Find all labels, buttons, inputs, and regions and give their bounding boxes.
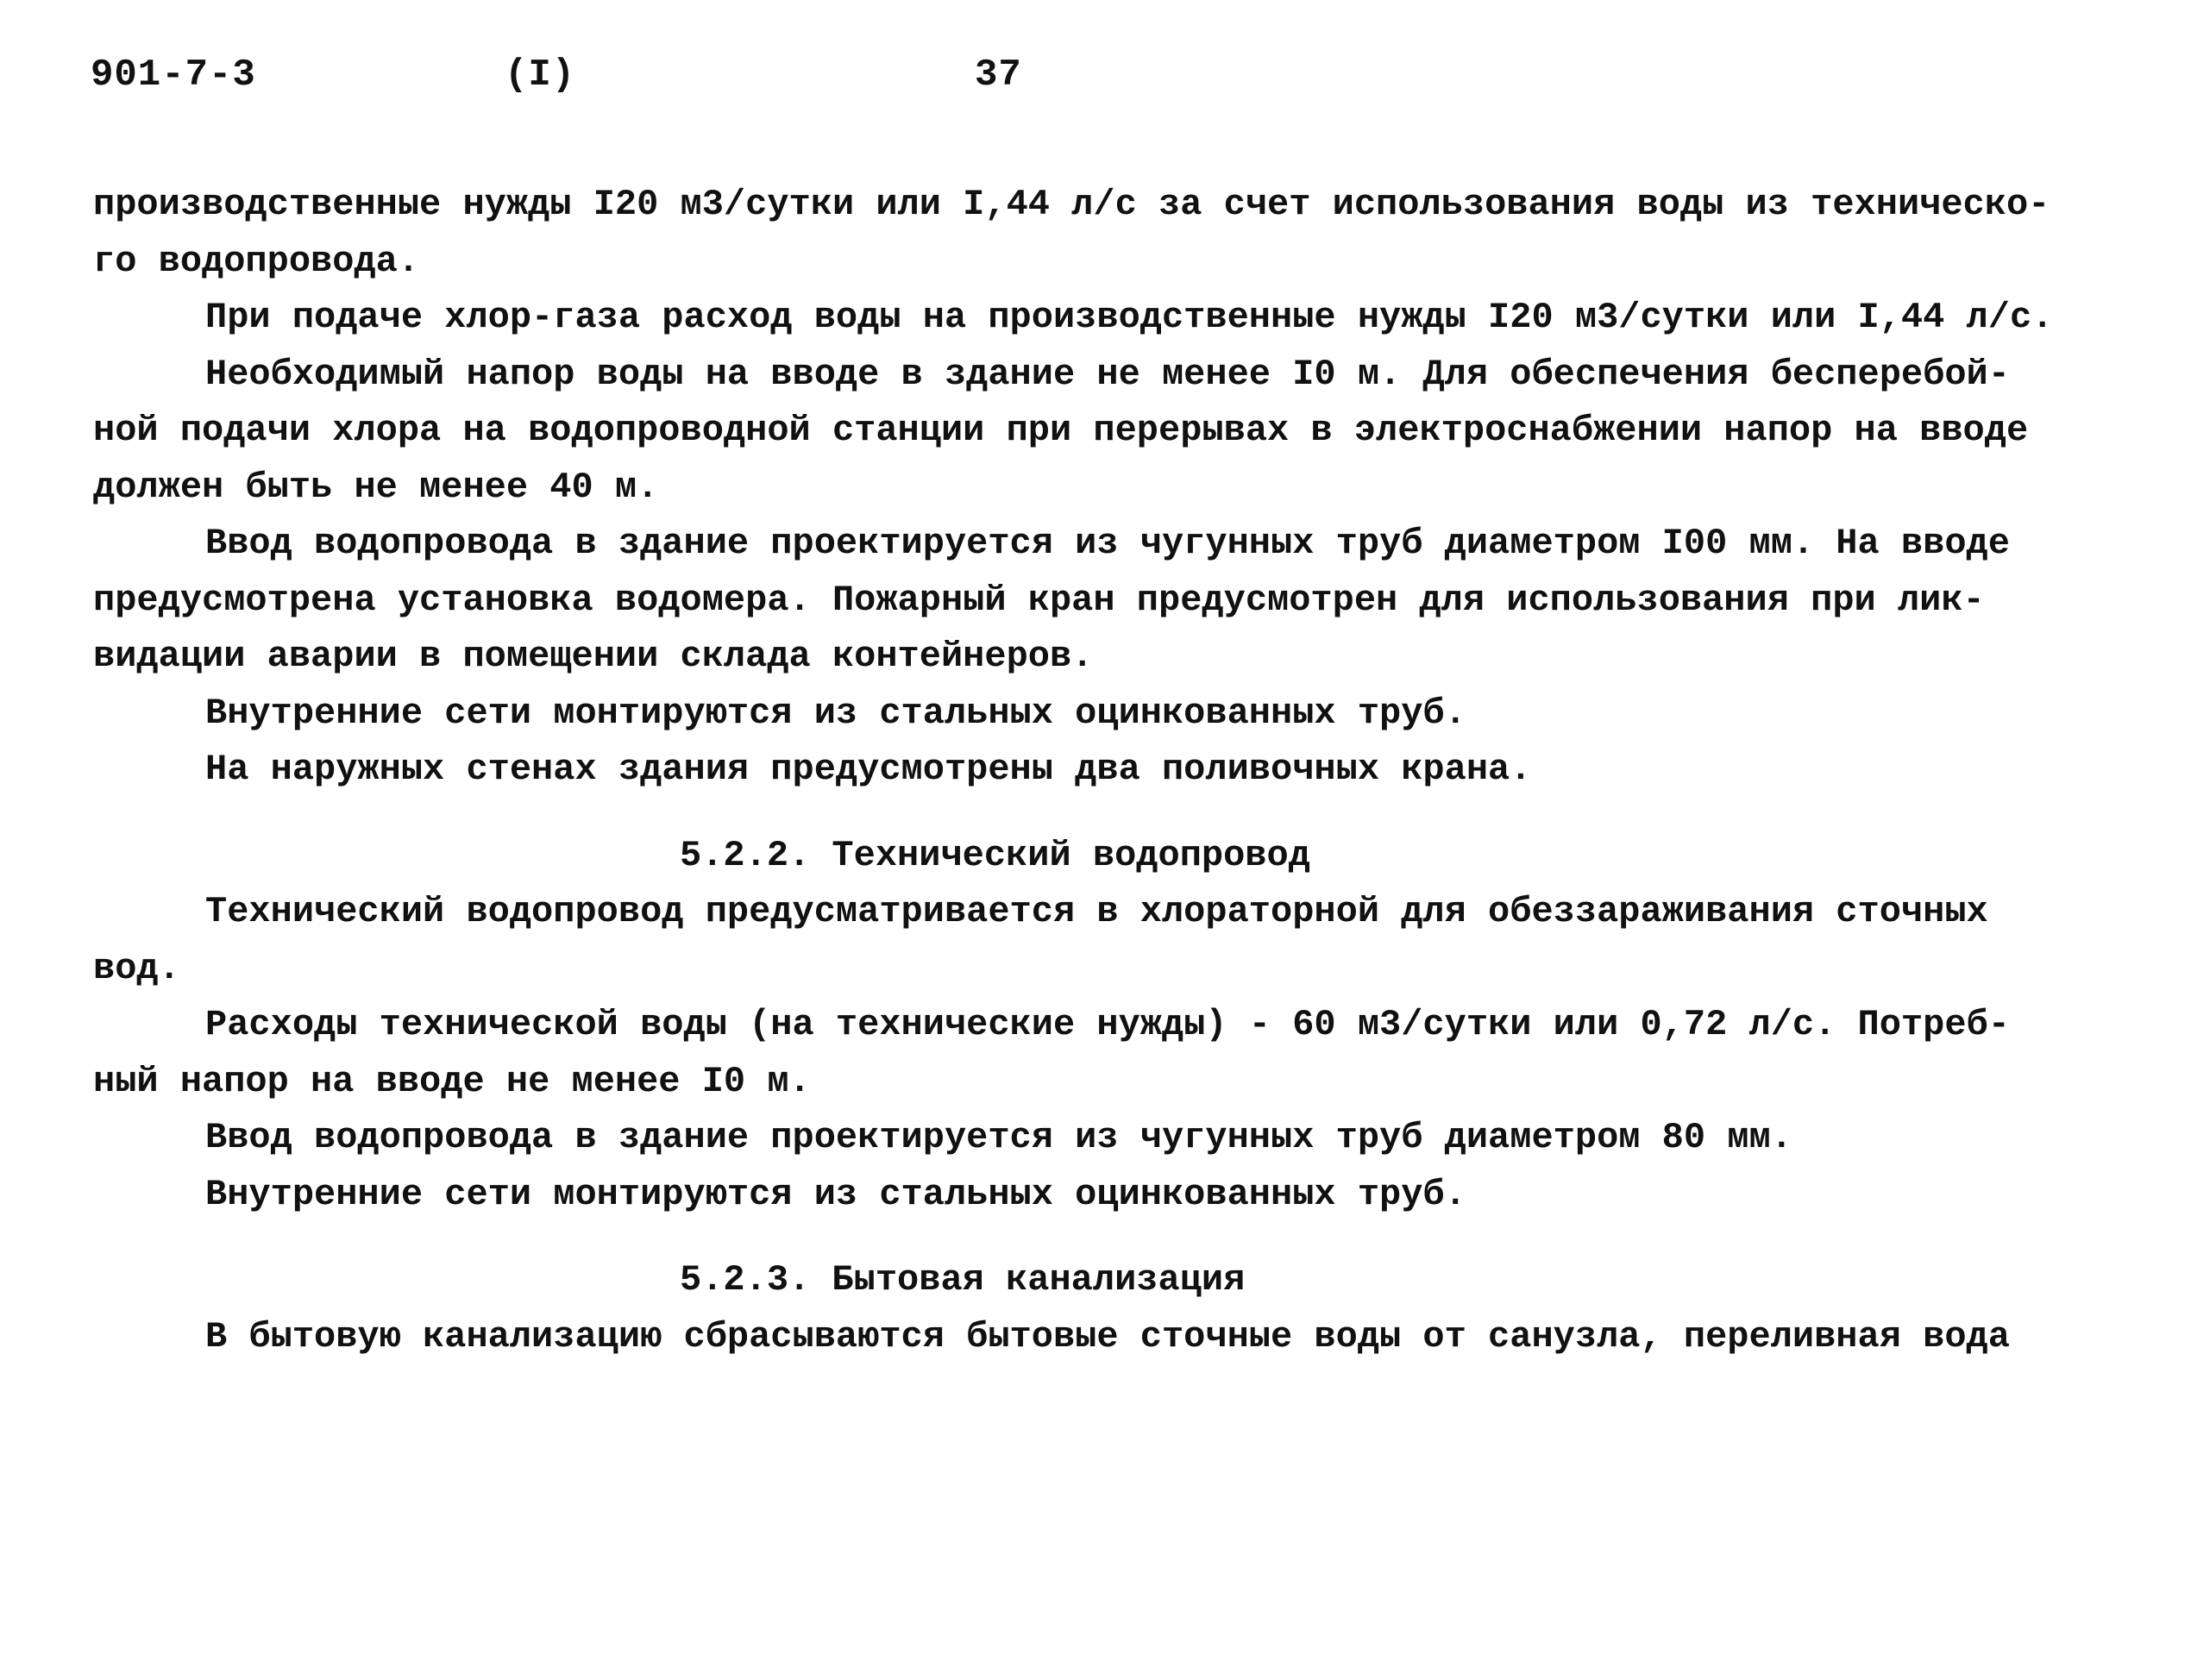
text-line: должен быть не менее 40 м. — [93, 466, 659, 508]
text-line: вод. — [93, 947, 180, 989]
text-line: Внутренние сети монтируются из стальных оцинкованных труб. — [205, 1173, 1466, 1215]
text-line: ной подачи хлора на водопроводной станции при перерывах в электроснабжении напор на вводе — [93, 410, 2029, 451]
document-code: 901-7-3 — [91, 53, 256, 97]
text-line: го водопровода. — [93, 240, 420, 282]
text-line: ный напор на вводе не менее I0 м. — [93, 1060, 811, 1102]
text-line: предусмотрена установка водомера. Пожарный кран предусмотрен для использования при лик- — [93, 579, 1985, 621]
text-line: На наружных стенах здания предусмотрены два поливочных крана. — [205, 749, 1532, 790]
section-heading-5-2-3: 5.2.3. Бытовая канализация — [680, 1259, 1246, 1301]
text-line: При подаче хлор-газа расход воды на производственные нужды I20 м3/сутки или I,44 л/с. — [205, 297, 2054, 338]
section-heading-5-2-2: 5.2.2. Технический водопровод — [680, 834, 1310, 876]
page-number: 37 — [975, 53, 1022, 97]
document-body — [93, 177, 2129, 1365]
spacer — [93, 1223, 2129, 1252]
text-line: видации аварии в помещении склада контейнеров. — [93, 636, 1094, 677]
text-line: производственные нужды I20 м3/сутки или I,44 л/с за счет использования воды из техническо- — [93, 184, 2050, 225]
text-line: Внутренние сети монтируются из стальных оцинкованных труб. — [205, 692, 1466, 734]
text-line: Ввод водопровода в здание проектируется из чугунных труб диаметром I00 мм. На вводе — [205, 523, 2010, 564]
text-line: Технический водопровод предусматривается в хлораторной для обеззараживания сточных — [205, 891, 1988, 932]
text-line: В бытовую канализацию сбрасываются бытовые сточные воды от санузла, переливная вода — [205, 1315, 2010, 1357]
text-line: Ввод водопровода в здание проектируется из чугунных труб диаметром 80 мм. — [205, 1117, 1792, 1158]
spacer — [93, 799, 2129, 828]
text-line: Расходы технической воды (на технические нужды) - 60 м3/сутки или 0,72 л/с. Потреб- — [205, 1004, 2010, 1045]
document-part: (I) — [505, 53, 576, 97]
text-line: Необходимый напор воды на вводе в здание не менее I0 м. Для обеспечения бесперебой- — [205, 353, 2010, 395]
